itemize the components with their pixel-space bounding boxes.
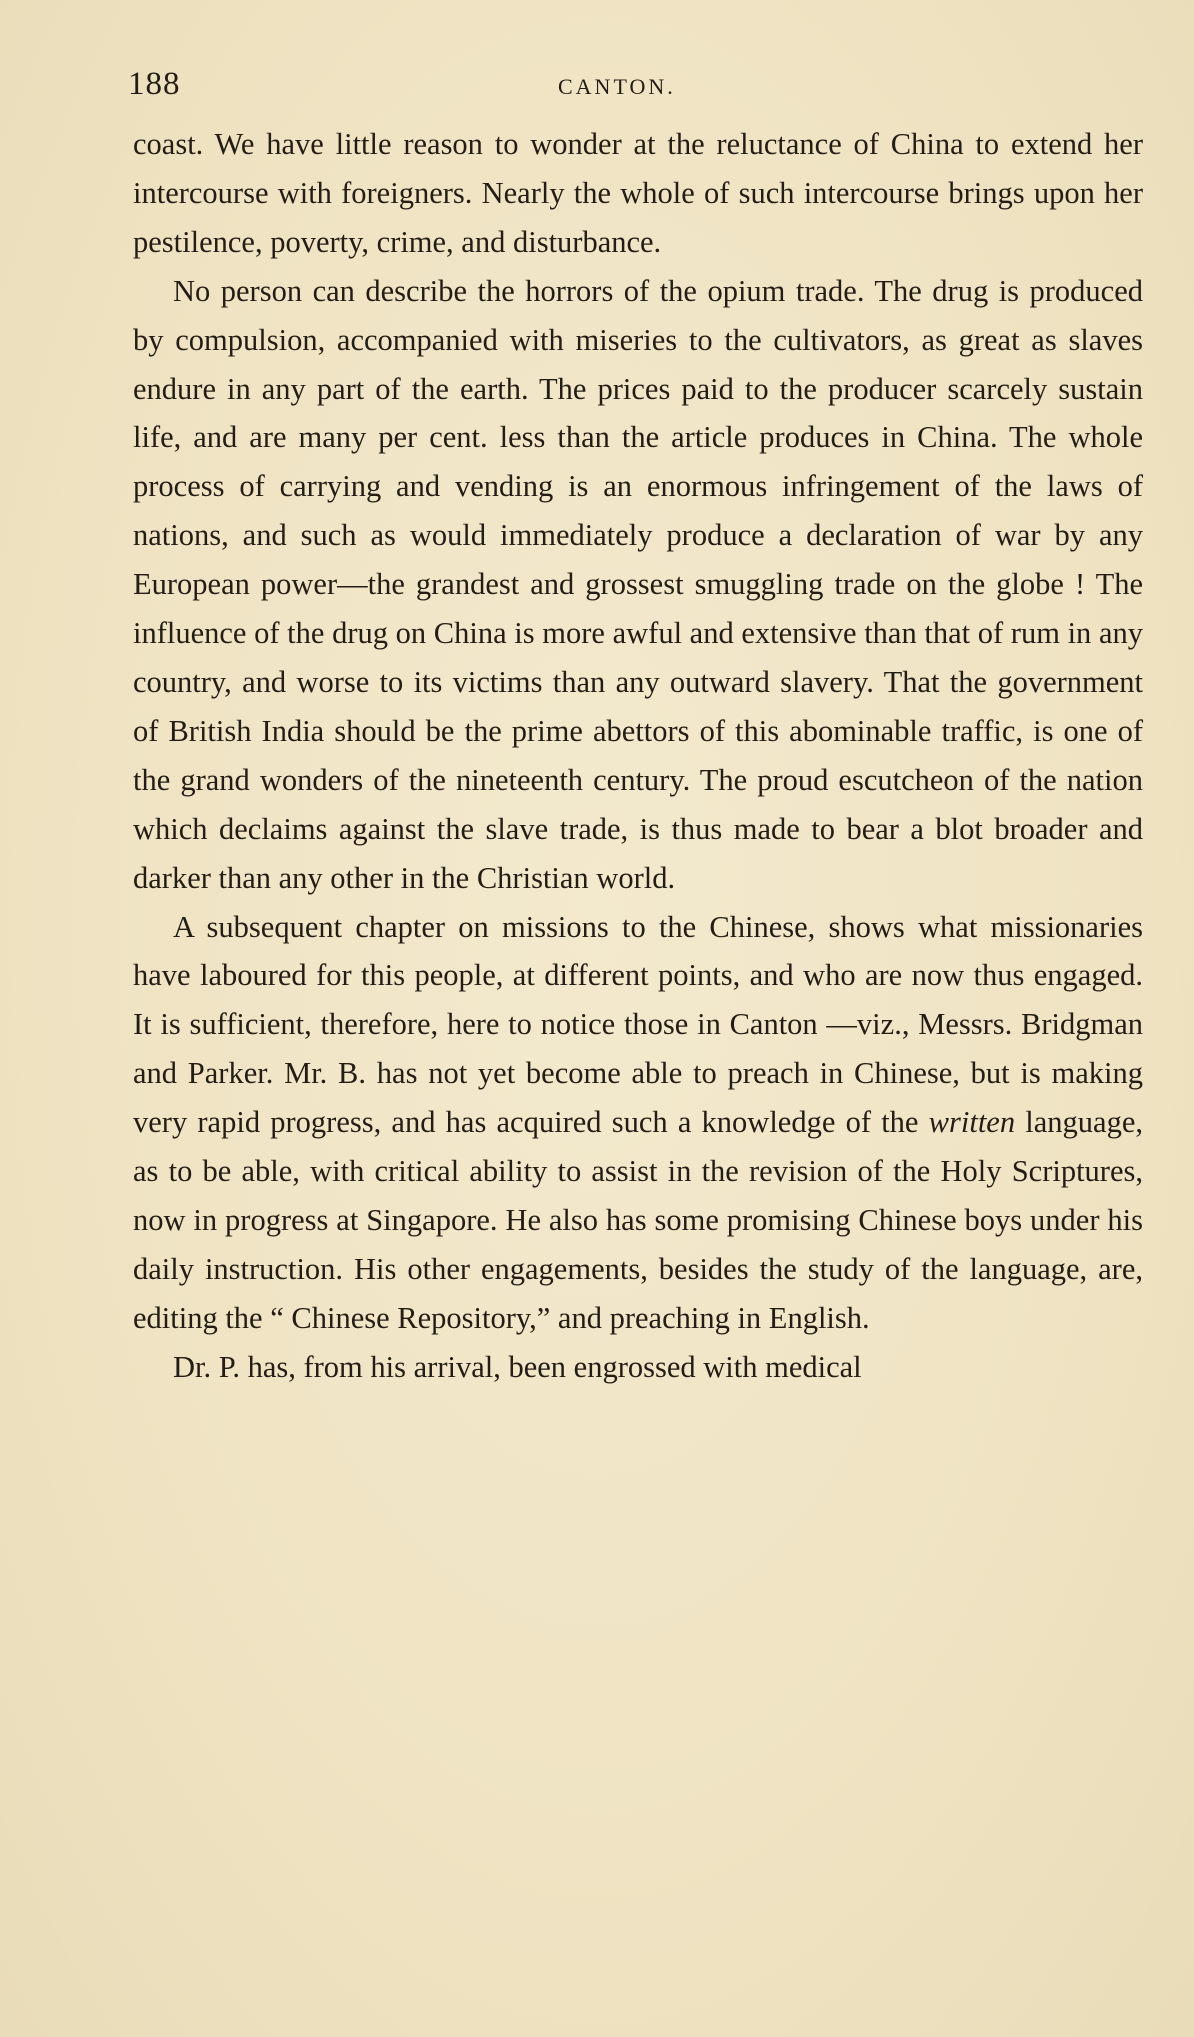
running-head [128,66,1142,110]
paragraph-missions [133,903,1143,1343]
paragraph-missions-text-after: language, as to be able, with critical ability to assist in the revision of the Holy Scriptures, now in progress at Singapore. He also has some promising Chinese boys under his daily instruction. His other engagements, besides the study of the language, are, editing the “ Chinese Repository,” and preaching in English. [133,1105,1144,1335]
paragraph-missions-text-before: A subsequent chapter on missions to the Chinese, shows what missionaries have laboured for this people, at different points, and who are now thus engaged. It is sufficient, therefore, here to notice those in Canton —viz., Messrs. Bridgman and Parker. Mr. B. has not yet become able to preach in Chinese, but is making very rapid progress, and has acquired such a knowledge of the [133,909,1143,1140]
emphasized-word: written [928,1105,1016,1140]
paragraph-opium-trade: No person can describe the horrors of the opium trade. The drug is produced by compulsion, accompanied with miseries to the cultivators, as great as slaves endure in any part of the earth. The prices paid to the producer scarcely sustain life, and are many per cent. less than the article produces in China. The whole process of carrying and vending is an enormous infringement of the laws of nations, and such as would immediately produce a declaration of war by any European power—the grandest and grossest smuggling trade on the globe ! The influence of the drug on China is more awful and extensive than that of rum in any country, and worse to its victims than any outward slavery. That the government of British India should be the prime abettors of this abominable traffic, is one of the grand wonders of the nineteenth century. The proud escutcheon of the nation which declaims against the slave trade, is thus made to bear a blot broader and darker than any other in the Christian world. [133,273,1143,895]
paragraph-dr-p: Dr. P. has, from his arrival, been engrossed with medical [173,1349,862,1384]
body-text [133,120,1143,1392]
page-number: 188 [128,66,181,102]
paragraph-continuation: coast. We have little reason to wonder at the reluctance of China to extend her intercourse with foreigners. Nearly the whole of such intercourse brings upon her pestilence, poverty, crime, and disturbance. [133,127,1143,259]
running-title: CANTON. [558,74,676,99]
